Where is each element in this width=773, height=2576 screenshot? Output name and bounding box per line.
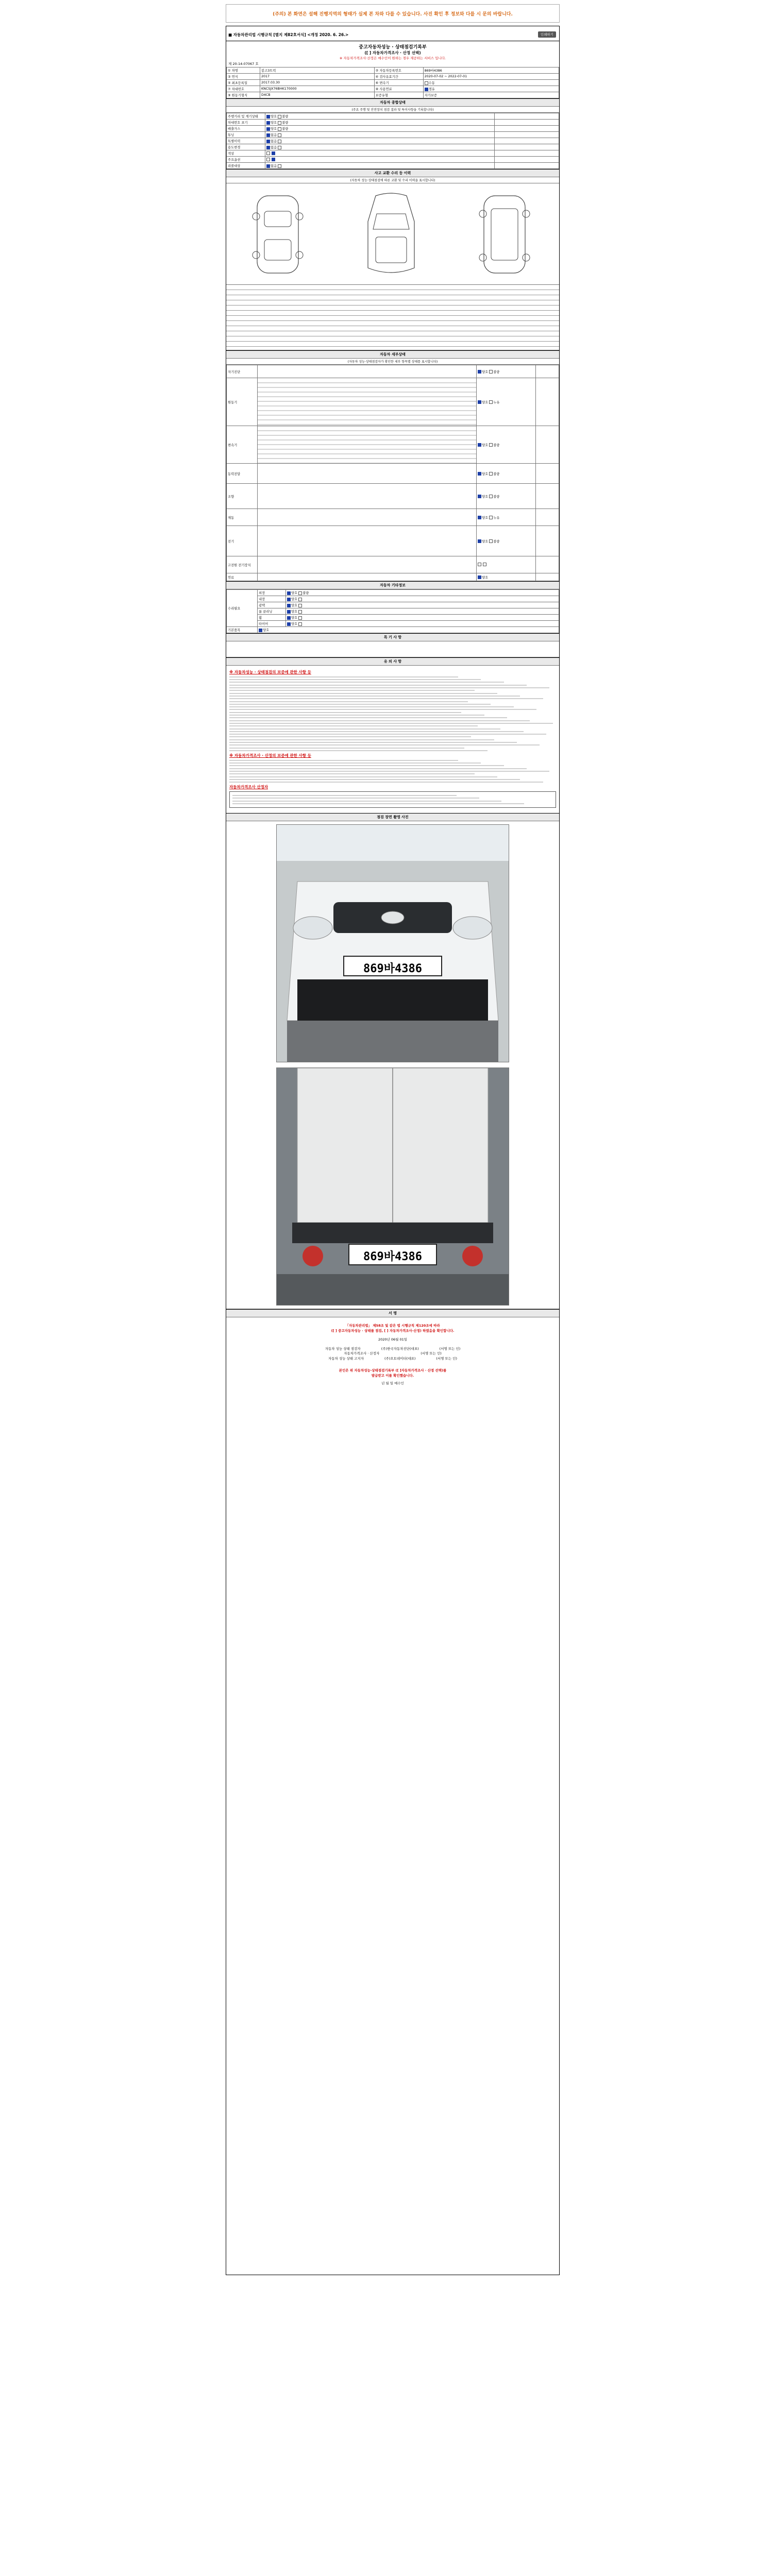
value-year: 2017 — [260, 74, 375, 80]
value-vin: KNCSJX76BHK170000 — [260, 86, 375, 92]
text-line — [229, 765, 504, 766]
inspector-box — [229, 791, 556, 808]
note-warranty-title: ※ 자동차성능 · 상태점검의 보증에 관한 사항 등 — [229, 670, 311, 674]
section-summary-title: 자동차 종합상태 — [226, 98, 559, 107]
text-line — [229, 709, 536, 710]
text-line — [229, 776, 497, 777]
label-first-reg: ⑤ 최초등록일 — [227, 80, 260, 86]
summary-table: 주행거리 및 계기상태 양호 불량 차대번호 표기 양호 불량 배출가스 양호 불량 튜닝 없음 특별이력 없음 용도변경 없음 색상 주요옵션 리콜대상 없음 — [226, 113, 559, 169]
inspector-title: 자동차가격조사 산정자 — [229, 785, 268, 790]
form-title: ■ 자동차관리법 시행규칙 [별지 제82호서식] <개정 2020. 6. 26.> — [228, 32, 349, 37]
record-number: 제 20-14-07067 호 — [228, 62, 259, 66]
section-summary-sub: (주요 주행 및 안전장치 점검 결과 및 특이사항을 기록합니다) — [226, 107, 559, 113]
value-plate: 869바4386 — [423, 67, 559, 74]
photo-title: 점검 장면 촬영 사진 — [226, 813, 559, 821]
text-line — [229, 687, 549, 688]
text-line — [229, 728, 500, 730]
record-subtitle: ([ ] 자동차가격조사 · 산정 선택) — [364, 50, 421, 55]
text-line — [229, 706, 514, 707]
text-line — [229, 698, 543, 699]
detail-table: 자기진단 양호 불량 원동기 양호 누유 변속기 양호 불량 동력전달 양호 불량 조향 양호 불량 제동 양호 누유 전기 양호 불량 고전원 전기장치 연료 양호 — [226, 365, 559, 581]
top-notice: (주의) 본 화면은 설해 진행지역의 형태가 실제 본 차와 다를 수 있습니다. 사진 확인 후 정보와 다를 시 문의 바랍니다. — [226, 4, 560, 23]
text-line — [229, 717, 507, 718]
text-line — [229, 723, 553, 724]
summary-item: 주요옵션 — [227, 157, 265, 163]
section-detail-sub: (자동차 성능·상태점검자가 확인한 세부 항목별 상태를 표시합니다) — [226, 359, 559, 365]
detail-group: 원동기 — [227, 378, 258, 426]
label-vin: ⑦ 차대번호 — [227, 86, 260, 92]
summary-item: 색상 — [227, 150, 265, 157]
detail-group: 제동 — [227, 509, 258, 526]
detail-group: 변속기 — [227, 426, 258, 464]
text-line — [229, 712, 461, 713]
text-line — [229, 701, 468, 702]
value-car-name: 봉고3트럭 — [260, 67, 375, 74]
car-front-view-icon — [247, 191, 309, 278]
document-page — [226, 4, 560, 2275]
value-transmission: 수동 — [423, 80, 559, 86]
label-plate: ② 자동차등록번호 — [374, 67, 423, 74]
text-line — [229, 704, 491, 705]
text-line — [229, 762, 481, 764]
text-line — [229, 734, 546, 735]
label-fuel: ⑧ 사용연료 — [374, 86, 423, 92]
sign-title: 서 명 — [226, 1309, 559, 1317]
section-remarks-title: 특 기 사 항 — [226, 633, 559, 641]
text-line — [229, 773, 475, 774]
text-line — [229, 715, 484, 716]
sign-block: 「자동차관리법」 제58조 및 같은 법 시행규칙 제120조에 따라 ([ ] 중고자동차성능 · 상태를 점검, [ ] 자동차가격조사·산정) 하였음을 확인합니다. 2020년 06월 01일 자동차 성능 상태 점검자 (주)한국자동차진단(대표) (서명 또는 인) 자동차가격조사 · 산정자 (서명 또는 인) 자동차 성능 상태 고지자 (주)오토데이터(대표) (서명 또는 인) 본인은 위 자동차성능·상태점검기록부 ([ ]자동차가격조사 · 산정 선택)를 발급받고 이를 확인했습니다. 년 월 일 매수인 — [325, 1324, 461, 1386]
text-line — [232, 798, 479, 799]
label-warranty: 보증유형 — [374, 92, 423, 98]
text-line — [229, 725, 478, 726]
value-first-reg: 2017.03.30 — [260, 80, 375, 86]
detail-group: 고전원 전기장치 — [227, 556, 258, 573]
detail-group: 자기진단 — [227, 365, 258, 378]
text-line — [229, 690, 475, 691]
text-line — [229, 782, 543, 783]
value-engine: D4CB — [260, 92, 375, 98]
text-line — [232, 801, 501, 802]
text-line — [229, 682, 504, 683]
section-etc-title: 자동차 기타정보 — [226, 581, 559, 589]
text-line — [229, 760, 458, 761]
record-title: 중고자동차성능 · 상태점검기록부 — [359, 45, 427, 50]
text-line — [229, 744, 540, 745]
text-line — [229, 748, 464, 749]
text-line — [229, 742, 517, 743]
basic-info-table — [226, 67, 559, 98]
text-line — [232, 795, 457, 796]
summary-item: 주행거리 및 계기상태 — [227, 113, 265, 120]
truck-front-image — [277, 825, 509, 1062]
text-line — [229, 768, 527, 769]
value-warranty: 자가보증 — [423, 92, 559, 98]
title-bar — [226, 26, 559, 41]
inspection-record — [226, 26, 560, 2275]
detail-group: 연료 — [227, 573, 258, 581]
truck-rear-image — [277, 1068, 509, 1305]
front-plate-text: 869바4386 — [363, 962, 422, 976]
car-diagram — [226, 183, 559, 285]
text-line — [232, 803, 524, 804]
text-line — [229, 696, 520, 697]
rear-photo — [276, 1067, 509, 1306]
text-line — [229, 676, 458, 677]
section-accident-title: 사고 교환 수리 등 이력 — [226, 169, 559, 177]
print-button[interactable]: 인쇄하기 — [538, 31, 556, 38]
text-line — [229, 693, 497, 694]
text-line — [229, 736, 471, 737]
section-accident-sub: (자동차 성능·상태점검에 따른 교환 및 수리 이력을 표시합니다) — [226, 177, 559, 183]
text-line — [229, 771, 549, 772]
record-header — [226, 43, 559, 60]
summary-item: 리콜대상 — [227, 163, 265, 169]
label-car-name: ① 차명 — [227, 67, 260, 74]
label-engine: ⑨ 원동기형식 — [227, 92, 260, 98]
note-price-title: ※ 자동차가격조사 · 산정의 보증에 관한 사항 등 — [229, 753, 311, 758]
etc-table: 수리필요 외장 양호 불량 내장 양호 광택 양호 룸 클리닝 양호 휠 양호 타이어 양호 기본품목 양호 — [226, 589, 559, 633]
car-top-view-icon — [355, 191, 427, 278]
summary-item: 특별이력 — [227, 138, 265, 144]
text-line — [229, 679, 481, 680]
text-line — [229, 750, 488, 751]
section-detail-title: 자동차 세부상태 — [226, 350, 559, 359]
text-line — [229, 779, 520, 780]
text-line — [229, 720, 530, 721]
car-side-view-icon — [474, 191, 535, 278]
label-transmission: ⑥ 변속기 — [374, 80, 423, 86]
accident-history-table — [226, 285, 559, 350]
summary-item: 튜닝 — [227, 132, 265, 138]
front-photo — [276, 824, 509, 1062]
text-line — [229, 739, 494, 740]
text-line — [229, 731, 524, 732]
rear-plate-text: 869바4386 — [363, 1250, 422, 1264]
summary-item: 배출가스 — [227, 126, 265, 132]
label-year: ③ 연식 — [227, 74, 260, 80]
label-inspection-period: ④ 검사유효기간 — [374, 74, 423, 80]
text-line — [229, 685, 527, 686]
summary-item: 용도변경 — [227, 144, 265, 150]
value-fuel: 경유 — [423, 86, 559, 92]
detail-group: 동력전달 — [227, 464, 258, 484]
detail-group: 조향 — [227, 484, 258, 509]
value-inspection-period: 2020-07-02 ~ 2022-07-01 — [423, 74, 559, 80]
remarks-box — [226, 641, 559, 657]
summary-item: 차대번호 표기 — [227, 120, 265, 126]
record-note: ※ 자동차가격조사·산정은 매수인이 원하는 경우 제공하는 서비스 입니다. — [339, 56, 446, 60]
detail-group: 전기 — [227, 526, 258, 556]
notice-text — [226, 666, 559, 813]
notice-head: 유 의 사 항 — [226, 657, 559, 666]
